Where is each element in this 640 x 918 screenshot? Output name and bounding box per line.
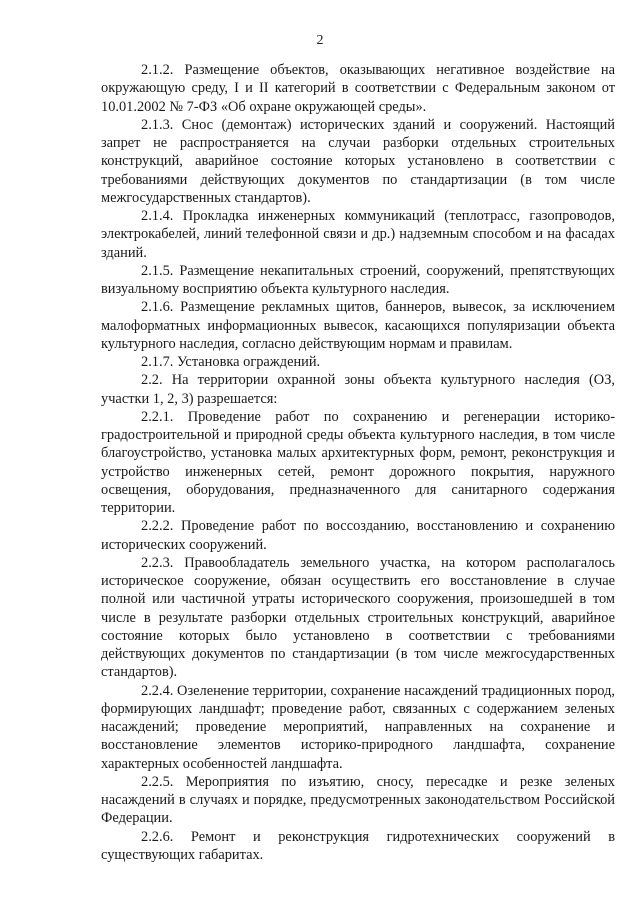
paragraph-2-2-3: 2.2.3. Правообладатель земельного участка, на котором располагалось историческое сооружение, обязан осуществить его восстановление в случае полной или частичной утраты исторического сооружения, произошедшей в том числе в результате разборки отдельных строительных конструкций, аварийное состояние которых было установлено в соответствии с требованиями действующих документов по стандартизации (в том числе межгосударственных стандартов). bbox=[101, 554, 615, 681]
paragraph-2-1-7: 2.1.7. Установка ограждений. bbox=[141, 354, 321, 370]
paragraph-2-1-3: 2.1.3. Снос (демонтаж) исторических зданий и сооружений. Настоящий запрет не распространяется на случаи разборки отдельных строительных конструкций, аварийное состояние которых установлено в соответствии с требованиями действующих документов по стандартизации (в том числе межгосударственных стандартов). bbox=[101, 116, 615, 206]
paragraph-2-2: 2.2. На территории охранной зоны объекта культурного наследия (ОЗ, участки 1, 2, 3) разрешается: bbox=[101, 372, 615, 407]
paragraph-2-1-5: 2.1.5. Размещение некапитальных строений, сооружений, препятствующих визуальному восприятию объекта культурного наследия. bbox=[101, 262, 615, 297]
paragraph-2-1-4: 2.1.4. Прокладка инженерных коммуникаций (теплотрасс, газопроводов, электрокабелей, линий телефонной связи и др.) надземным способом и на фасадах зданий. bbox=[101, 208, 615, 261]
paragraph-2-2-5: 2.2.5. Мероприятия по изъятию, сносу, пересадке и резке зеленых насаждений в случаях и порядке, предусмотренных законодательством Российской Федерации. bbox=[101, 773, 615, 827]
paragraph-2-1-6: 2.1.6. Размещение рекламных щитов, баннеров, вывесок, за исключением малоформатных информационных вывесок, касающихся популяризации объекта культурного наследия, согласно действующим нормам и правилам. bbox=[101, 299, 615, 352]
paragraph-2-2-2: 2.2.2. Проведение работ по воссозданию, восстановлению и сохранению исторических сооружений. bbox=[101, 518, 615, 553]
paragraph-2-2-1: 2.2.1. Проведение работ по сохранению и регенерации историко-градостроительной и природной среды объекта культурного наследия, в том числе благоустройство, установка малых архитектурных форм, ремонт, реконструкция и устройство инженерных сетей, ремонт дорожного покрытия, наружного освещения, оборудования, предназначенного для санитарного содержания территории. bbox=[101, 408, 615, 516]
paragraph-2-2-6: 2.2.6. Ремонт и реконструкция гидротехнических сооружений в существующих габаритах. bbox=[101, 828, 615, 863]
page-number: 2 bbox=[316, 33, 324, 48]
paragraph-2-2-4: 2.2.4. Озеленение территории, сохранение насаждений традиционных пород, формирующих ландшафт; проведение работ, связанных с содержанием зеленых насаждений; проведение мероприятий, направленных на сохранение и восстановление элементов историко-природного ландшафта, сохранение характерных особенностей ландшафта. bbox=[101, 682, 615, 772]
document-body bbox=[101, 61, 615, 864]
paragraph-2-1-2: 2.1.2. Размещение объектов, оказывающих негативное воздействие на окружающую среду, I и II категорий в соответствии с Федеральным законом от 10.01.2002 № 7-ФЗ «Об охране окружающей среды». bbox=[101, 62, 615, 115]
